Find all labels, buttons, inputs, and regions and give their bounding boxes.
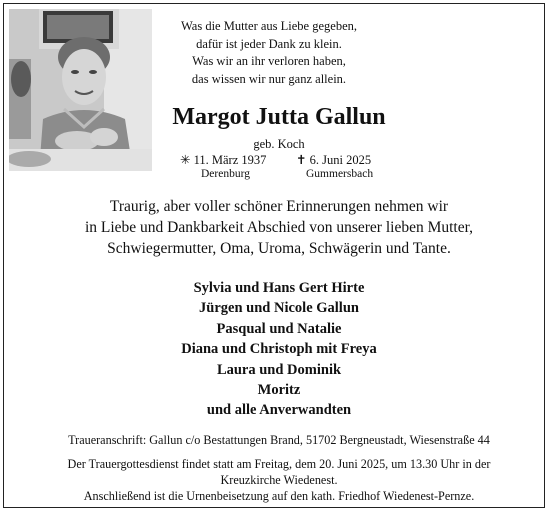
farewell-line: Traurig, aber voller schöner Erinnerungen nehmen wir xyxy=(109,198,449,215)
death-cross-icon: ✝ xyxy=(296,153,307,167)
family-member: Laura und Dominik xyxy=(216,361,342,378)
obituary-card xyxy=(3,3,545,508)
birth-date: 11. März 1937 xyxy=(193,153,267,167)
family-member: Sylvia und Hans Gert Hirte xyxy=(193,280,365,296)
farewell-text xyxy=(24,196,534,259)
family-list xyxy=(24,278,534,421)
deceased-name: Margot Jutta Gallun xyxy=(172,104,386,130)
family-member: und alle Anverwandten xyxy=(206,402,352,419)
family-member: Moritz xyxy=(257,382,301,399)
service-line: Kreuzkirche Wiedenest. xyxy=(220,473,338,487)
footer xyxy=(24,432,534,504)
farewell-line: in Liebe und Dankbarkeit Abschied von unserer lieben Mutter, xyxy=(84,219,474,236)
family-member: Pasqual und Natalie xyxy=(216,320,342,337)
poem-line: dafür ist jeder Dank zu klein. xyxy=(196,36,342,51)
death-place: Gummersbach xyxy=(306,168,374,180)
birth-star-icon: ✳ xyxy=(180,153,191,167)
maiden-name: geb. Koch xyxy=(253,137,305,151)
mourning-address: Traueranschrift: Gallun c/o Bestattungen Brand, 51702 Bergneustadt, Wiesenstraße 44 xyxy=(68,433,490,447)
family-member: Diana und Christoph mit Freya xyxy=(181,341,377,358)
poem-line: Was wir an ihr verloren haben, xyxy=(192,54,346,68)
death-date: 6. Juni 2025 xyxy=(309,153,372,167)
farewell-line: Schwiegermutter, Oma, Uroma, Schwägerin und Tante. xyxy=(107,240,451,257)
poem xyxy=(164,18,374,88)
service-line: Anschließend ist die Urnenbeisetzung auf den kath. Friedhof Wiedenest-Pernze. xyxy=(83,489,475,503)
poem-line: Was die Mutter aus Liebe gegeben, xyxy=(180,19,357,33)
death-date-row xyxy=(296,152,371,168)
birth-place: Derenburg xyxy=(201,168,250,180)
portrait-photo xyxy=(9,9,152,171)
poem-line: das wissen wir nur ganz allein. xyxy=(191,71,347,86)
service-line: Der Trauergottesdienst findet statt am Freitag, dem 20. Juni 2025, um 13.30 Uhr in der xyxy=(67,457,491,471)
family-member: Jürgen und Nicole Gallun xyxy=(199,300,359,317)
birth-date-row xyxy=(180,152,266,168)
